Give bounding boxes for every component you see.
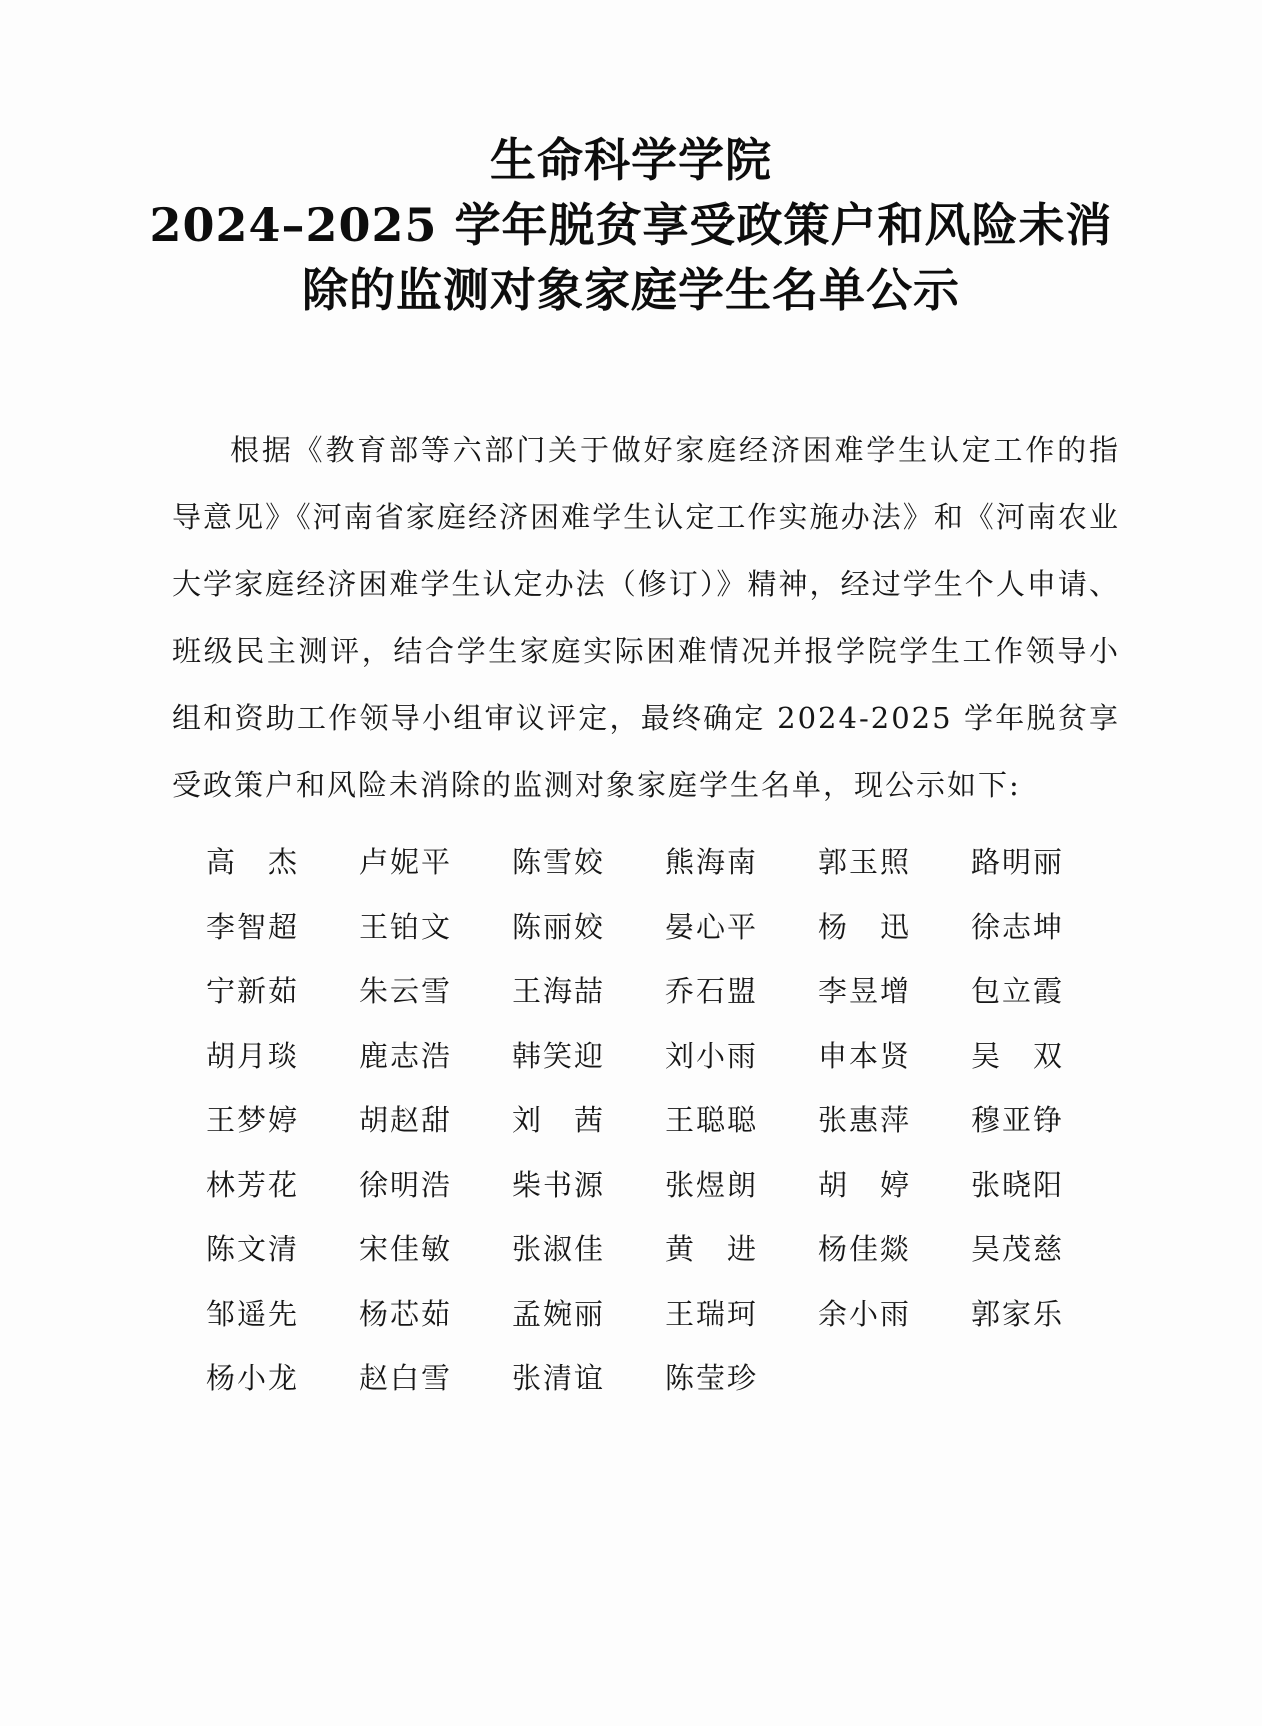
student-name: 林芳花 bbox=[206, 1167, 300, 1202]
student-name: 张清谊 bbox=[512, 1361, 606, 1395]
student-name: 杨佳燚 bbox=[818, 1232, 912, 1266]
student-name: 郭家乐 bbox=[971, 1296, 1065, 1331]
student-name: 杨芯茹 bbox=[359, 1296, 453, 1331]
student-name: 徐志坤 bbox=[971, 909, 1065, 944]
student-name: 胡 婷 bbox=[818, 1167, 912, 1202]
student-name: 赵白雪 bbox=[359, 1361, 453, 1395]
body-paragraph: 根据《教育部等六部门关于做好家庭经济困难学生认定工作的指导意见》《河南省家庭经济困难学生认定工作实施办法》和《河南农业大学家庭经济困难学生认定办法（修订）》精神，经过学生个人申请、班级民主测评，结合学生家庭实际困难情况并报学院学生工作领导小组和资助工作领导小组审议评定，最终确定 2024-2025 学年脱贫享受政策户和风险未消除的监测对象家庭学生名单，现公示如下: bbox=[172, 433, 1120, 802]
student-name: 王瑞珂 bbox=[665, 1296, 759, 1331]
student-name: 郭玉照 bbox=[818, 845, 912, 879]
title-line-2: 2024–2025 学年脱贫享受政策户和风险未消 bbox=[149, 198, 1113, 252]
student-name: 王海喆 bbox=[512, 974, 606, 1008]
student-name: 柴书源 bbox=[512, 1167, 606, 1202]
student-name: 穆亚铮 bbox=[971, 1103, 1065, 1137]
student-name: 朱云雪 bbox=[359, 974, 453, 1008]
document-title bbox=[0, 128, 1262, 323]
student-name: 吴茂慈 bbox=[971, 1232, 1065, 1266]
student-name: 陈文清 bbox=[206, 1232, 300, 1266]
student-name: 高 杰 bbox=[206, 845, 300, 879]
student-name: 王聪聪 bbox=[665, 1103, 759, 1137]
student-name: 李智超 bbox=[206, 909, 300, 944]
student-name: 吴 双 bbox=[971, 1038, 1065, 1073]
student-name: 张煜朗 bbox=[665, 1167, 759, 1202]
student-name: 鹿志浩 bbox=[359, 1038, 453, 1073]
student-name: 张惠萍 bbox=[818, 1103, 912, 1137]
title-line-3: 除的监测对象家庭学生名单公示 bbox=[302, 263, 960, 317]
student-name: 李昱增 bbox=[818, 974, 912, 1008]
student-name: 陈丽姣 bbox=[512, 909, 606, 944]
student-name: 宁新茹 bbox=[206, 974, 300, 1008]
student-name: 胡赵甜 bbox=[359, 1103, 453, 1137]
student-name: 刘小雨 bbox=[665, 1038, 759, 1073]
title-line-1: 生命科学学院 bbox=[490, 133, 772, 187]
student-name: 宋佳敏 bbox=[359, 1232, 453, 1266]
student-name: 申本贤 bbox=[818, 1038, 912, 1073]
student-name: 包立霞 bbox=[971, 974, 1065, 1008]
student-name: 陈莹珍 bbox=[665, 1361, 759, 1395]
student-name: 黄 进 bbox=[665, 1232, 759, 1266]
student-name: 晏心平 bbox=[665, 909, 759, 944]
student-name: 乔石盟 bbox=[665, 974, 759, 1008]
student-name: 王梦婷 bbox=[206, 1103, 300, 1137]
student-name: 韩笑迎 bbox=[512, 1038, 606, 1073]
student-name: 张晓阳 bbox=[971, 1167, 1065, 1202]
student-name: 邹遥先 bbox=[206, 1296, 300, 1331]
student-name: 卢妮平 bbox=[359, 845, 453, 879]
student-name: 陈雪姣 bbox=[512, 845, 606, 879]
student-name: 徐明浩 bbox=[359, 1167, 453, 1202]
student-name: 胡月琰 bbox=[206, 1038, 300, 1073]
student-name: 熊海南 bbox=[665, 845, 759, 879]
student-name-list bbox=[206, 840, 1126, 1421]
student-name: 孟婉丽 bbox=[512, 1296, 606, 1331]
student-name: 刘 茜 bbox=[512, 1103, 606, 1137]
student-name: 路明丽 bbox=[971, 845, 1065, 879]
student-name: 王铂文 bbox=[359, 909, 453, 944]
student-name: 余小雨 bbox=[818, 1296, 912, 1331]
student-name: 杨 迅 bbox=[818, 909, 912, 944]
student-name: 张淑佳 bbox=[512, 1232, 606, 1266]
student-name: 杨小龙 bbox=[206, 1361, 300, 1395]
